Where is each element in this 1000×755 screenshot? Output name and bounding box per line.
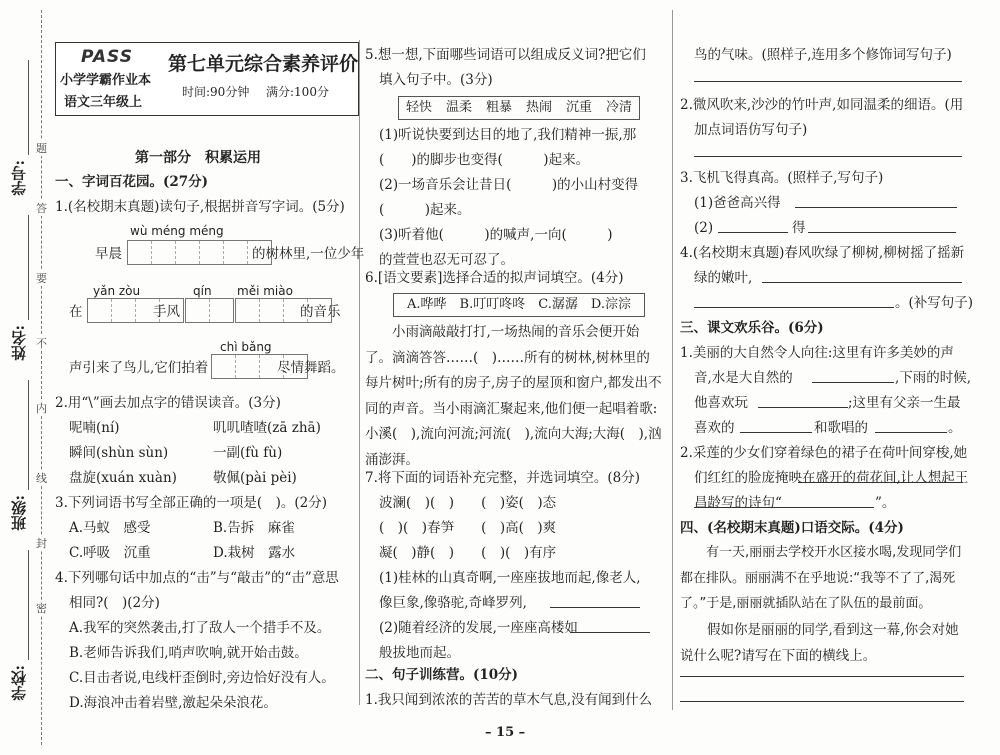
seal-char: 题 <box>36 142 47 155</box>
page-number: – 15 – <box>485 725 526 740</box>
q7-prompt: 7.将下面的词语补充完整，并选词填空。(8分) <box>365 470 641 486</box>
time-limit: 时间:90分钟 <box>182 85 250 99</box>
s3-item: 得 <box>792 220 806 236</box>
q1-text: 尽情舞蹈。 <box>277 360 345 376</box>
seal-char: 密 <box>36 602 47 615</box>
q5-sentence: (1)听说快要到达目的地了,我们精神一振,那 <box>379 127 637 143</box>
q5-prompt: 5.想一想,下面哪些词语可以组成反义词?把它们 <box>365 47 646 63</box>
class-label: 班级: <box>10 495 28 531</box>
answer-line[interactable] <box>694 506 874 508</box>
pinyin: chì bǎng <box>220 340 272 354</box>
pinyin: wù méng méng <box>130 224 224 238</box>
answer-line[interactable] <box>680 675 964 677</box>
story-passage: 有一天,丽丽去学校开水区接水喝,发现同学们都在排队。丽丽满不在乎地说:“我等不了了,渴死了。”于是,丽丽就插队站在了队伍的最前面。 <box>680 545 962 611</box>
column-divider <box>359 40 360 705</box>
q7-row: 凝( )静( ) ( )( )有序 <box>379 545 557 561</box>
q7-sentence: 像巨象,像骆驼,奇峰罗列, <box>379 595 527 611</box>
pinyin: qín <box>193 284 212 298</box>
k2-suffix: ”。 <box>875 495 896 511</box>
word: 粗暴 <box>485 99 512 115</box>
q6-options <box>393 293 645 317</box>
s2-prompt: 2.微风吹来,沙沙的竹叶声,如同温柔的细语。(用 <box>680 97 964 113</box>
class-line <box>28 380 29 490</box>
answer-line[interactable] <box>694 155 962 157</box>
q2-item: 叽叽喳喳(zā zhā) <box>213 420 321 436</box>
student-number-label: 学号: <box>10 160 28 196</box>
word: 温柔 <box>445 99 472 115</box>
q5-prompt: 填入句子中。(3分) <box>379 72 493 88</box>
seal-char: 不 <box>36 337 47 350</box>
page-title: 第七单元综合素养评价 <box>168 53 359 75</box>
section4-heading: 四、(名校期末真题)口语交际。(4分) <box>680 520 904 536</box>
answer-line[interactable] <box>812 381 894 383</box>
q3-option-b[interactable]: B.告拆 麻雀 <box>213 520 295 536</box>
pass-logo: PASS <box>81 47 133 67</box>
q7-sentence: (2)随着经济的发展,一座座高楼如 <box>379 620 578 636</box>
seal-char: 线 <box>36 472 47 485</box>
student-name-label: 姓名: <box>10 325 28 361</box>
answer-line[interactable] <box>795 206 957 208</box>
char-grid[interactable] <box>127 240 272 265</box>
q4-option-b[interactable]: B.老师告诉我们,哨声吹响,就开始击鼓。 <box>69 645 308 661</box>
q5-sentence: (2)一场音乐会让昔日( )的小山村变得 <box>379 177 639 193</box>
q6-prompt: 6.[语文要素]选择合适的拟声词填空。(4分) <box>365 270 624 286</box>
s1-prompt: 鸟的气味。(照样子,连用多个修饰词写句子) <box>694 47 952 63</box>
q3-option-d[interactable]: D.栽树 露水 <box>213 545 296 561</box>
q1-text: 早晨 <box>95 246 122 262</box>
q1-prompt: 1.(名校期末真题)读句子,根据拼音写字词。(5分) <box>55 199 345 215</box>
k2-text: 昌龄写的诗句“ <box>694 495 782 511</box>
q7-row: 波澜( )( ) ( )姿( )态 <box>379 495 557 511</box>
q2-item: 呢喃(ní) <box>69 420 120 436</box>
q4-prompt: 相同?( )(2分) <box>69 595 160 611</box>
word: 沉重 <box>565 99 592 115</box>
full-score: 满分:100分 <box>266 85 329 99</box>
k1-text: 喜欢的 <box>694 420 735 436</box>
word: 热闹 <box>525 99 552 115</box>
section2-heading: 二、句子训练营。(10分) <box>365 667 519 683</box>
seal-line <box>41 10 42 745</box>
s3-item: (1)爸爸高兴得 <box>694 195 781 211</box>
k2-text: 们红红的脸庞掩映在盛开的荷花间,让人想起王 <box>694 470 969 486</box>
section3-heading: 三、课文欢乐谷。(6分) <box>680 320 824 336</box>
name-line <box>28 215 29 320</box>
book-name: 小学学霸作业本 <box>60 73 152 88</box>
k2-text: 2.采莲的少女们穿着绿色的裙子在荷叶间穿梭,她 <box>680 445 968 461</box>
s4-prompt: 4.(名校期末真题)春风吹绿了柳树,柳树摇了摇新 <box>680 245 965 261</box>
answer-line[interactable] <box>680 700 964 702</box>
s3-item: (2) <box>694 220 714 236</box>
answer-line[interactable] <box>758 406 848 408</box>
k1-text: 和歌唱的 <box>814 420 868 436</box>
answer-line[interactable] <box>798 481 963 483</box>
school-label: 学校: <box>10 665 28 701</box>
answer-line[interactable] <box>740 431 812 433</box>
brand-box <box>55 42 162 116</box>
answer-line[interactable] <box>550 606 640 608</box>
q1-text: 声引来了鸟儿,它们拍着 <box>69 360 209 376</box>
q6-options-text: A.哗哗 B.叮叮咚咚 C.潺潺 D.淙淙 <box>407 296 631 312</box>
pinyin: měi miào <box>237 284 293 298</box>
answer-line[interactable] <box>875 431 947 433</box>
s3-prompt: 3.飞机飞得真高。(照样子,写句子) <box>680 170 884 186</box>
answer-line[interactable] <box>570 631 650 633</box>
grade-label: 语文三年级上 <box>64 95 143 110</box>
q7-sentence: (1)桂林的山真奇啊,一座座拔地而起,像老人, <box>379 570 641 586</box>
q1-text: 手风 <box>153 304 180 320</box>
answer-line[interactable] <box>762 281 962 283</box>
school-line <box>28 550 29 660</box>
q6-passage: 小雨滴敲敲打打,一场热闹的音乐会便开始了。滴滴答答……( )……所有的树林,树林里的每片树叶;所有的房子,房子的屋顶和窗户,都发出不同的声音。当小雨滴汇聚起来,他们便一起唱着歌:小溪( ),流向河流;河流( ),流向大海;大海( ),汹涌澎湃。 <box>365 324 662 468</box>
q2-item: 盘旋(xuán xuàn) <box>69 470 177 486</box>
q2-item: 瞬间(shùn sùn) <box>69 445 169 461</box>
seal-char: 内 <box>36 402 47 415</box>
seal-char: 要 <box>36 272 47 285</box>
title-box <box>160 42 359 116</box>
word-bank <box>398 96 640 120</box>
s4-prompt: 绿的嫩叶, <box>694 270 753 286</box>
q3-option-c[interactable]: C.呼吸 沉重 <box>69 545 151 561</box>
q5-sentence: ( )的脚步也变得( )起来。 <box>379 152 590 168</box>
q5-sentence: 的萱萱也忍无可忍了。 <box>379 252 514 268</box>
q2-item: 一副(fù fù) <box>213 445 283 461</box>
q3-option-a[interactable]: A.马蚁 感受 <box>69 520 151 536</box>
part1-heading: 第一部分 积累运用 <box>135 150 261 166</box>
task-prompt: 假如你是丽丽的同学,看到这一幕,你会对她说什么呢?请写在下面的横线上。 <box>680 622 959 664</box>
k1-text: 。 <box>948 420 962 436</box>
answer-line[interactable] <box>694 80 962 82</box>
answer-line[interactable] <box>808 231 956 233</box>
k1-text: 他喜欢玩 <box>694 395 748 411</box>
q2-prompt: 2.用“\”画去加点字的错误读音。(3分) <box>55 395 281 411</box>
q1-text: 在 <box>69 304 83 320</box>
seal-char: 封 <box>36 537 47 550</box>
answer-line[interactable] <box>694 306 894 308</box>
s1-prompt: 1.我只闻到浓浓的苦苦的草木气息,没有闻到什么 <box>365 692 653 708</box>
q2-item: 敬佩(pài pèi) <box>213 470 297 486</box>
q7-row: ( )( )春笋 ( )高( )爽 <box>379 520 557 536</box>
q5-sentence: (3)听着他( )的喊声,一向( ) <box>379 227 613 243</box>
pinyin: yǎn zòu <box>93 284 141 298</box>
word: 冷清 <box>605 99 632 115</box>
char-grid[interactable] <box>185 298 234 323</box>
k1-text: ;这里有父亲一生最 <box>848 395 961 411</box>
answer-line[interactable] <box>718 231 788 233</box>
q4-prompt: 4.下列哪句话中加点的“击”与“敲击”的“击”意思 <box>55 570 339 586</box>
q5-sentence: ( )起来。 <box>379 202 471 218</box>
word: 轻快 <box>405 99 432 115</box>
q1-text: 的树林里,一位少年 <box>252 246 365 262</box>
q4-option-c[interactable]: C.目击者说,电线杆歪倒时,旁边恰好没有人。 <box>69 670 335 686</box>
section1-heading: 一、字词百花园。(27分) <box>55 174 209 190</box>
q1-text: 的音乐 <box>300 304 341 320</box>
k1-text: 1.美丽的大自然令人向往:这里有许多美妙的声 <box>680 345 954 361</box>
q7-sentence: 般拔地而起。 <box>379 645 460 661</box>
binding-margin <box>0 0 50 755</box>
column-divider <box>672 10 673 710</box>
number-line <box>28 60 29 155</box>
k1-text: ,下雨的时候, <box>895 370 972 386</box>
q3-prompt: 3.下列词语书写全部正确的一项是( )。(2分) <box>55 495 328 511</box>
s2-prompt: 加点词语仿写句子) <box>694 122 808 138</box>
q4-option-a[interactable]: A.我军的突然袭击,打了敌人一个措手不及。 <box>69 620 331 636</box>
k1-text: 音,水是大自然的 <box>694 370 793 386</box>
seal-char: 答 <box>36 202 47 215</box>
s4-suffix: 。(补写句子) <box>895 295 974 311</box>
q4-option-d[interactable]: D.海浪冲击着岩壁,激起朵朵浪花。 <box>69 695 277 711</box>
